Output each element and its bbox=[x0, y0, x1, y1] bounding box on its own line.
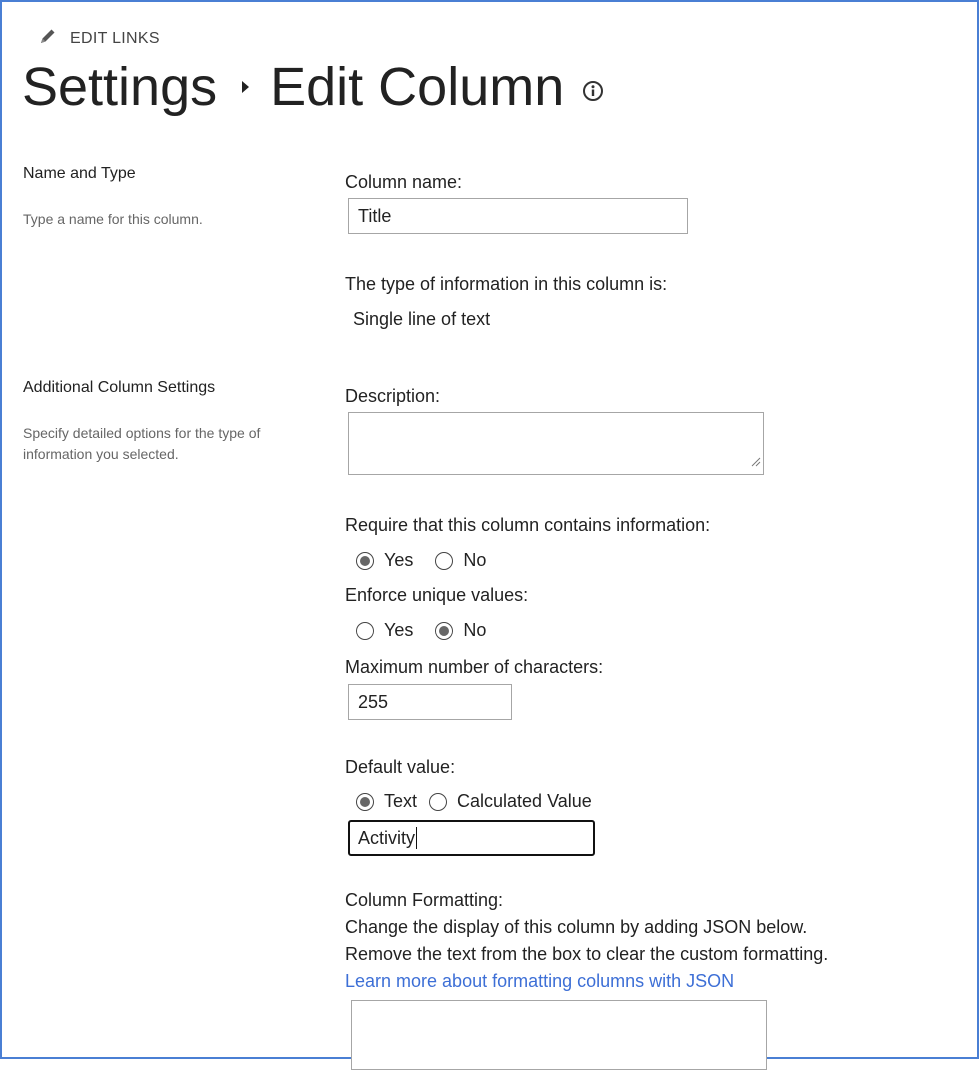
formatting-help-line: Change the display of this column by adding JSON below. bbox=[345, 917, 808, 937]
max-chars-input[interactable] bbox=[348, 684, 512, 720]
require-label: Require that this column contains information: bbox=[345, 515, 711, 535]
formatting-help-line: Remove the text from the box to clear the custom formatting. bbox=[345, 944, 829, 964]
formatting-learn-more-link[interactable]: Learn more about formatting columns with JSON bbox=[345, 971, 735, 991]
unique-no-label: No bbox=[463, 620, 487, 640]
edit-links-button[interactable] bbox=[38, 26, 160, 51]
description-label: Description: bbox=[345, 386, 441, 406]
max-chars-value: 255 bbox=[358, 691, 389, 712]
column-name-input[interactable] bbox=[348, 198, 688, 234]
require-no-option[interactable] bbox=[435, 550, 486, 571]
unique-radio-group bbox=[356, 620, 486, 641]
require-no-label: No bbox=[463, 550, 487, 570]
default-text-radio[interactable] bbox=[356, 793, 374, 811]
section-desc-name-type: Type a name for this column. bbox=[23, 211, 203, 227]
page-title-text: Edit Column bbox=[270, 57, 565, 117]
require-yes-label: Yes bbox=[384, 550, 414, 570]
formatting-label: Column Formatting: bbox=[345, 890, 504, 910]
unique-yes-option[interactable] bbox=[356, 620, 413, 641]
section-desc-line: Specify detailed options for the type of bbox=[23, 425, 261, 441]
require-no-radio[interactable] bbox=[435, 552, 453, 570]
require-yes-radio[interactable] bbox=[356, 552, 374, 570]
column-name-label: Column name: bbox=[345, 172, 463, 192]
section-title-name-type: Name and Type bbox=[23, 165, 136, 182]
default-value-label: Default value: bbox=[345, 757, 456, 777]
type-info-label: The type of information in this column is: bbox=[345, 274, 668, 294]
edit-links-label: EDIT LINKS bbox=[70, 29, 160, 47]
breadcrumb-arrow-icon bbox=[241, 80, 250, 94]
section-desc-additional bbox=[23, 423, 260, 465]
description-textarea[interactable] bbox=[348, 412, 764, 475]
page-title bbox=[22, 56, 604, 118]
unique-no-radio[interactable] bbox=[435, 622, 453, 640]
resize-grip-icon[interactable] bbox=[749, 454, 761, 472]
text-caret bbox=[416, 827, 417, 849]
pencil-icon bbox=[38, 26, 70, 51]
unique-no-option[interactable] bbox=[435, 620, 486, 641]
section-desc-line: information you selected. bbox=[23, 446, 179, 462]
require-radio-group bbox=[356, 550, 486, 571]
default-calculated-radio[interactable] bbox=[429, 793, 447, 811]
column-name-value: Title bbox=[358, 205, 392, 226]
default-text-label: Text bbox=[384, 791, 418, 811]
require-yes-option[interactable] bbox=[356, 550, 413, 571]
default-text-option[interactable] bbox=[356, 791, 417, 812]
unique-yes-radio[interactable] bbox=[356, 622, 374, 640]
max-chars-label: Maximum number of characters: bbox=[345, 657, 604, 677]
type-info-value: Single line of text bbox=[353, 309, 491, 329]
default-value-input[interactable] bbox=[348, 820, 595, 856]
section-title-additional: Additional Column Settings bbox=[23, 379, 216, 396]
unique-yes-label: Yes bbox=[384, 620, 414, 640]
default-calculated-option[interactable] bbox=[429, 791, 592, 812]
default-radio-group bbox=[356, 791, 592, 812]
breadcrumb-settings-link[interactable]: Settings bbox=[22, 57, 218, 117]
default-value-text: Activity bbox=[358, 827, 416, 848]
formatting-json-textarea[interactable] bbox=[351, 1000, 767, 1070]
info-icon[interactable] bbox=[582, 80, 604, 102]
default-calculated-label: Calculated Value bbox=[457, 791, 592, 811]
unique-label: Enforce unique values: bbox=[345, 585, 529, 605]
